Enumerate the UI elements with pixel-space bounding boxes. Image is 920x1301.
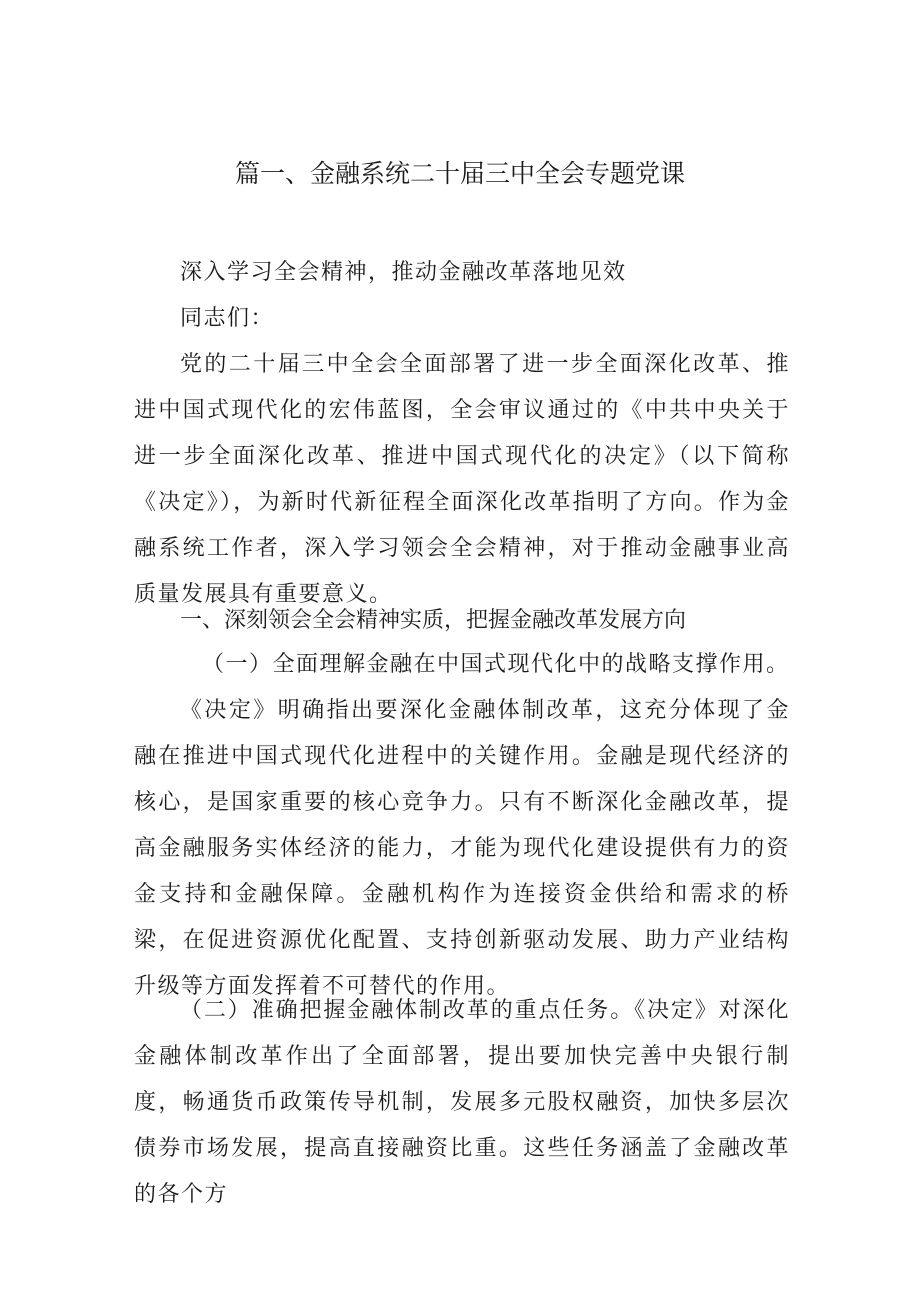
- salutation: 同志们：: [180, 306, 275, 331]
- document-subtitle: 深入学习全会精神，推动金融改革落地见效: [180, 260, 627, 285]
- section-heading: 一、深刻领会全会精神实质，把握金融改革发展方向: [180, 608, 687, 633]
- intro-paragraph: 党的二十届三中全会全面部署了进一步全面深化改革、推进中国式现代化的宏伟蓝图，全会审议通过的《中共中央关于进一步全面深化改革、推进中国式现代化的决定》（以下简称《决定》），为新时代新征程全面深化改革指明了方向。作为金融系统工作者，深入学习领会全会精神，对于推动金融事业高质量发展具有重要意义。: [134, 352, 790, 607]
- document-title: 篇一、金融系统二十届三中全会专题党课: [234, 159, 685, 188]
- sub-heading-one: （一）全面理解金融在中国式现代化中的战略支撑作用。: [202, 652, 790, 677]
- paragraph-two: （二）准确把握金融体制改革的重点任务。《决定》对深化金融体制改革作出了全面部署，提出要加快完善中央银行制度，畅通货币政策传导机制，发展多元股权融资，加快多层次债券市场发展，提高直接融资比重。这些任务涵盖了金融改革的各个方: [134, 998, 790, 1207]
- paragraph-one: 《决定》明确指出要深化金融体制改革，这充分体现了金融在推进中国式现代化进程中的关键作用。金融是现代经济的核心，是国家重要的核心竞争力。只有不断深化金融改革，提高金融服务实体经济的能力，才能为现代化建设提供有力的资金支持和金融保障。金融机构作为连接资金供给和需求的桥梁，在促进资源优化配置、支持创新驱动发展、助力产业结构升级等方面发挥着不可替代的作用。: [134, 698, 790, 999]
